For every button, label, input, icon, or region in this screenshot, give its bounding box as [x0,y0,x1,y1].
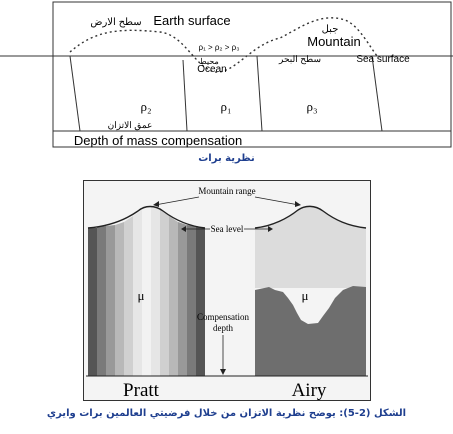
column-divider-2 [183,60,187,131]
pratt-column [196,226,205,376]
mountain-en-label: Mountain [307,34,361,49]
compensation-depth-label-line1: Compensation [197,312,249,322]
pratt-column [151,206,160,376]
pratt-schematic-diagram [0,0,453,152]
caption-pratt-theory: نظرية برات [198,153,255,164]
pratt-column [160,210,169,376]
mountain-ar-label: جبل [321,24,339,35]
density-relation-label: ρ₁ > ρ₂ > ρ₃ [198,43,240,52]
pratt-column [169,216,178,376]
pratt-columns [88,206,205,376]
sea-surface-ar-label: سطح البحر [279,54,321,64]
figure-caption-isostasy: الشكل (2-5): يوضح نظرية الاتزان من خلال فرضيتي العالمين برات وايري [46,408,407,419]
ocean-en-label: Ocean [197,64,227,75]
compensation-depth-ar-label: عمق الاتزان [107,120,153,130]
pratt-title: Pratt [123,380,159,401]
pratt-column [178,222,187,376]
column-divider-3 [257,56,262,131]
rho2-label: ρ₂ [140,99,152,114]
earth-surface-en-label: Earth surface [153,13,231,28]
column-divider-1 [70,56,80,131]
pratt-airy-figure [83,180,371,401]
sea-level-label: Sea level [210,224,244,234]
rho3-label: ρ₃ [306,99,318,114]
mountain-range-label: Mountain range [198,186,256,196]
sea-surface-en-label: Sea surface [356,54,410,65]
pratt-column [124,216,133,376]
mu-airy-label: μ [301,288,309,303]
column-divider-4 [372,56,382,131]
pratt-column [88,228,97,376]
pratt-column [115,222,124,376]
rho1-label: ρ₁ [220,99,232,114]
airy-title: Airy [291,380,327,401]
compensation-depth-label-line2: depth [213,323,233,333]
pratt-column [97,226,106,376]
pratt-column [106,225,115,376]
mu-pratt-label: μ [137,288,145,303]
ocean-ar-label: محيط [199,57,219,66]
earth-surface-ar-label: سطح الارض [90,17,142,28]
compensation-depth-en-label: Depth of mass compensation [73,133,243,148]
pratt-column [187,225,196,376]
